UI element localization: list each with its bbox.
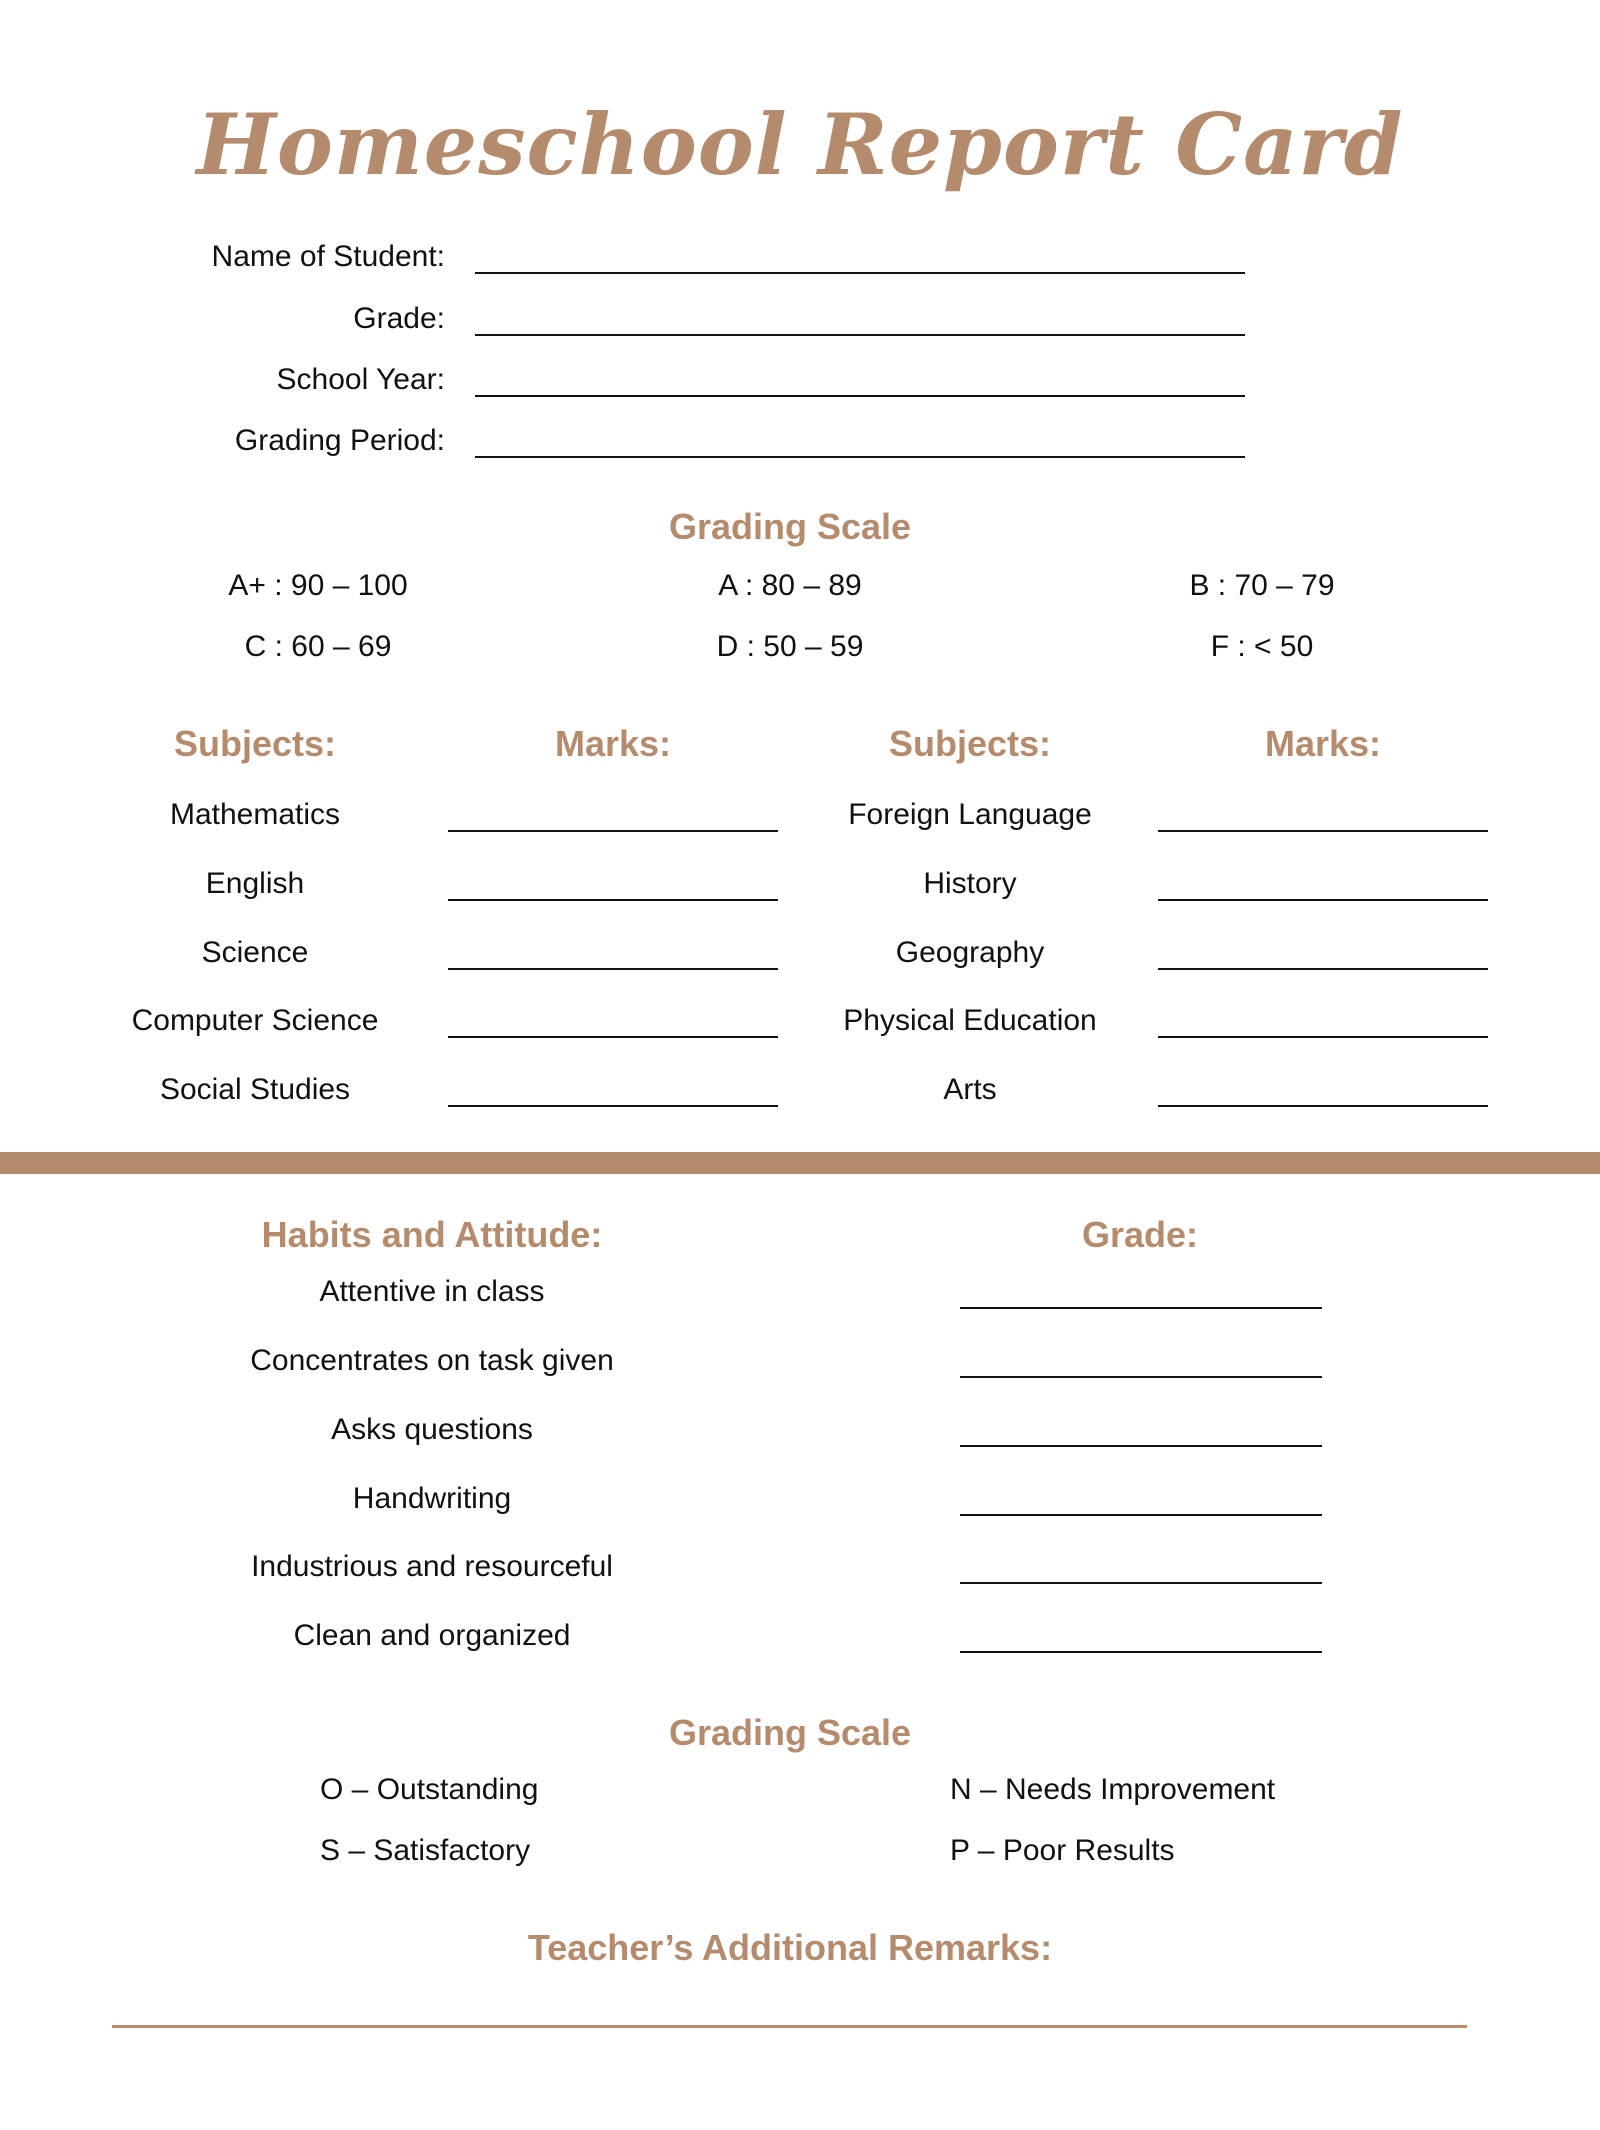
subject-computer-science: Computer Science xyxy=(131,1004,379,1037)
school-year-label: School Year: xyxy=(276,363,445,396)
subject-english: English xyxy=(205,867,305,900)
marks-field-science[interactable] xyxy=(448,968,778,970)
scale-item: B : 70 – 79 xyxy=(1189,569,1335,602)
marks-heading-right: Marks: xyxy=(1264,723,1382,764)
marks-field-mathematics[interactable] xyxy=(448,830,778,832)
scale-item: F : < 50 xyxy=(1210,630,1314,663)
scale-2-item: P – Poor Results xyxy=(950,1834,1175,1867)
marks-field-social-studies[interactable] xyxy=(448,1105,778,1107)
habit-item: Concentrates on task given xyxy=(250,1344,614,1377)
habit-grade-field[interactable] xyxy=(960,1445,1322,1447)
habit-item: Clean and organized xyxy=(293,1619,571,1652)
remarks-field[interactable] xyxy=(112,2025,1467,2028)
habit-grade-field[interactable] xyxy=(960,1651,1322,1653)
habits-grade-heading: Grade: xyxy=(1081,1214,1199,1255)
scale-item: D : 50 – 59 xyxy=(716,630,864,663)
scale-item: A+ : 90 – 100 xyxy=(228,569,408,602)
name-of-student-field[interactable] xyxy=(475,272,1245,274)
grading-scale-heading: Grading Scale xyxy=(668,506,912,547)
section-divider xyxy=(0,1152,1600,1174)
subject-foreign-language: Foreign Language xyxy=(848,798,1092,831)
marks-field-computer-science[interactable] xyxy=(448,1036,778,1038)
marks-field-arts[interactable] xyxy=(1158,1105,1488,1107)
habit-grade-field[interactable] xyxy=(960,1376,1322,1378)
subject-social-studies: Social Studies xyxy=(159,1073,351,1106)
scale-item: C : 60 – 69 xyxy=(244,630,392,663)
marks-field-history[interactable] xyxy=(1158,899,1488,901)
habits-heading: Habits and Attitude: xyxy=(261,1214,603,1255)
scale-2-item: N – Needs Improvement xyxy=(950,1773,1276,1806)
habit-item: Industrious and resourceful xyxy=(251,1550,613,1583)
marks-field-geography[interactable] xyxy=(1158,968,1488,970)
marks-field-english[interactable] xyxy=(448,899,778,901)
marks-field-foreign-language[interactable] xyxy=(1158,830,1488,832)
subject-science: Science xyxy=(201,936,309,969)
scale-2-item: S – Satisfactory xyxy=(320,1834,531,1867)
subject-physical-education: Physical Education xyxy=(843,1004,1097,1037)
habit-item: Handwriting xyxy=(352,1482,512,1515)
remarks-heading: Teacher’s Additional Remarks: xyxy=(527,1927,1053,1968)
grading-scale-2-heading: Grading Scale xyxy=(668,1712,912,1753)
grade-label: Grade: xyxy=(353,302,445,335)
subjects-heading-right: Subjects: xyxy=(888,723,1052,764)
grading-period-field[interactable] xyxy=(475,456,1245,458)
habit-item: Asks questions xyxy=(331,1413,533,1446)
subject-geography: Geography xyxy=(895,936,1045,969)
page-title: Homeschool Report Card xyxy=(196,95,1404,194)
grade-field[interactable] xyxy=(475,334,1245,336)
subject-history: History xyxy=(923,867,1017,900)
habit-grade-field[interactable] xyxy=(960,1307,1322,1309)
subject-mathematics: Mathematics xyxy=(169,798,341,831)
marks-heading-left: Marks: xyxy=(554,723,672,764)
habit-grade-field[interactable] xyxy=(960,1582,1322,1584)
habit-item: Attentive in class xyxy=(319,1275,545,1308)
subjects-heading-left: Subjects: xyxy=(173,723,337,764)
scale-2-item: O – Outstanding xyxy=(320,1773,539,1806)
name-of-student-label: Name of Student: xyxy=(211,240,445,273)
marks-field-physical-education[interactable] xyxy=(1158,1036,1488,1038)
subject-arts: Arts xyxy=(943,1073,997,1106)
grading-period-label: Grading Period: xyxy=(234,424,445,457)
habit-grade-field[interactable] xyxy=(960,1514,1322,1516)
scale-item: A : 80 – 89 xyxy=(718,569,862,602)
school-year-field[interactable] xyxy=(475,395,1245,397)
